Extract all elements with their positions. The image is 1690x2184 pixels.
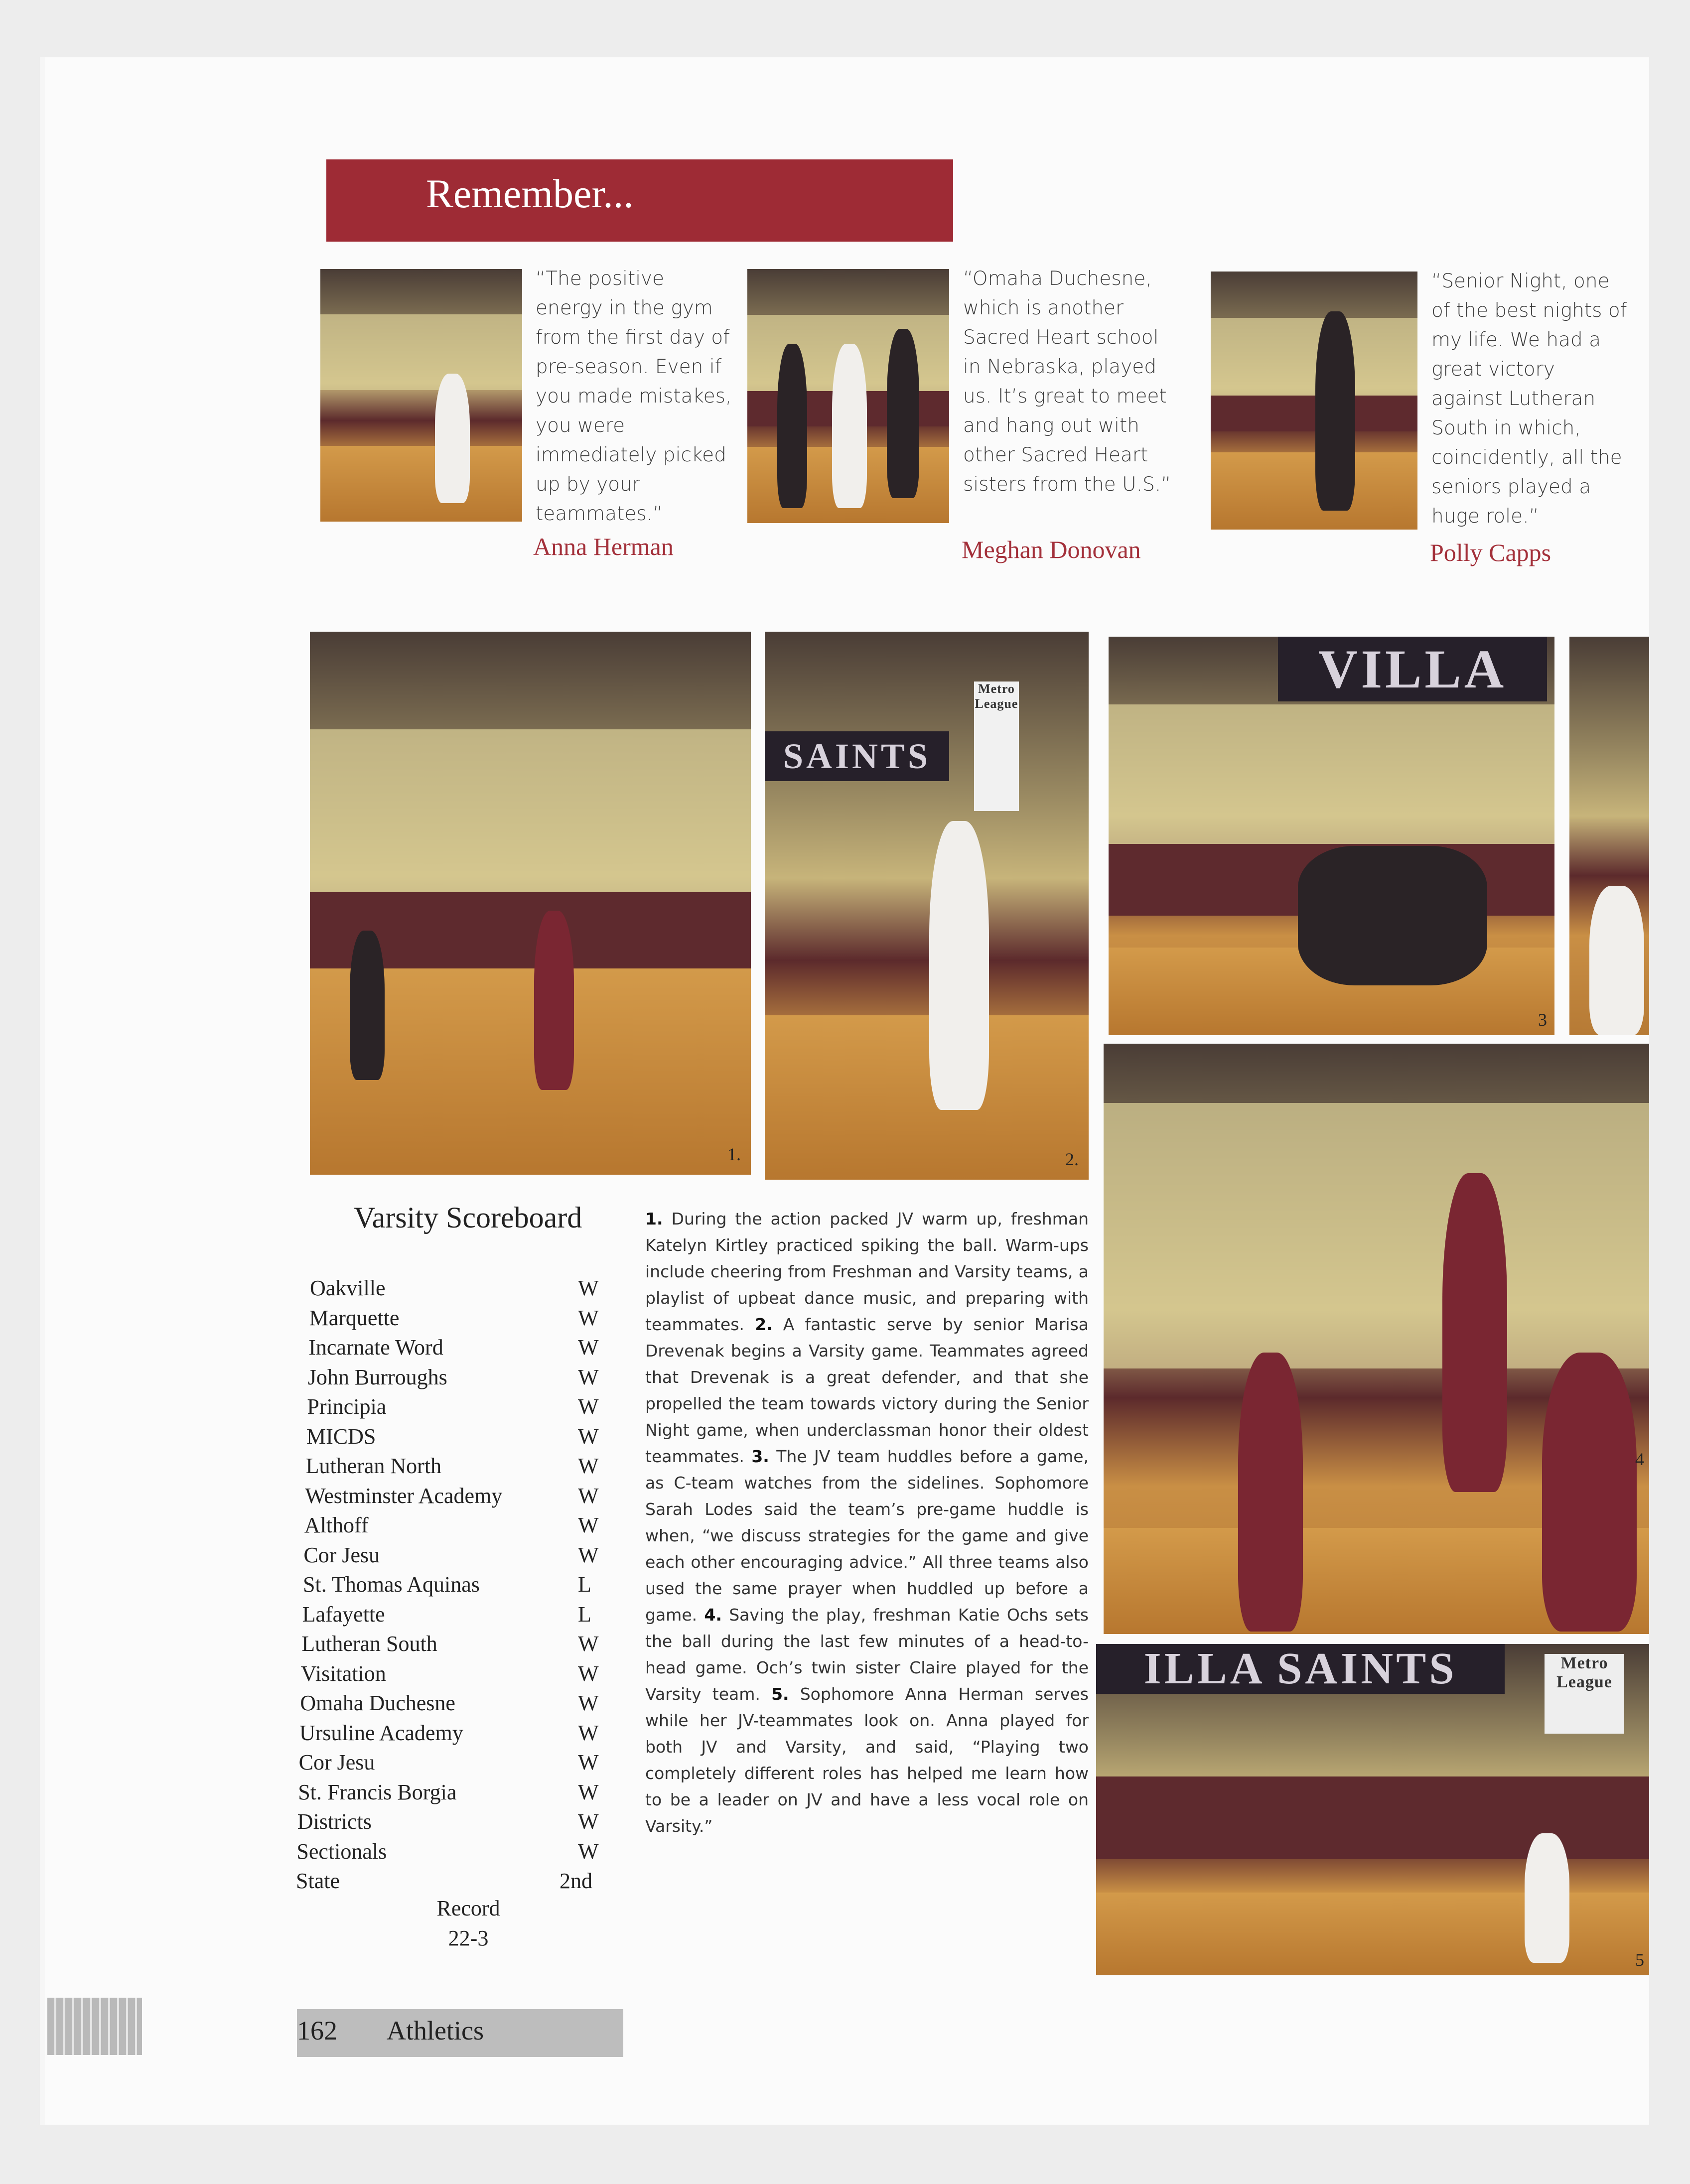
scoreboard-result: W (578, 1276, 599, 1300)
photo-number-5: 5 (1635, 1950, 1644, 1970)
footer-bar (297, 2009, 623, 2057)
caption-text-5: Sophomore Anna Herman serves while her JV-teammates look on. Anna played for both JV and Varsity, and said, “Playing two completely different roles has helped me learn how to be a leader on JV and have a less vocal role on Varsity.” (645, 1684, 1089, 1836)
photo-3-edge (1569, 637, 1649, 1035)
scoreboard-team: Lafayette (302, 1602, 385, 1627)
scoreboard-team: Principia (307, 1394, 387, 1419)
metro-league-sign-2: Metro League (1545, 1654, 1624, 1734)
scoreboard-result: W (578, 1513, 599, 1537)
caption-number-5: 5. (771, 1684, 789, 1704)
photo-number-2: 2. (1065, 1149, 1079, 1169)
quote-text-3: “Senior Night, one of the best nights of my life. We had a great victory against Lutheran South in which, coincidently, all the seniors played a huge role.” (1431, 270, 1627, 528)
scoreboard-title: Varsity Scoreboard (354, 1201, 582, 1234)
photo-2-serve (765, 632, 1089, 1180)
caption-number-3: 3. (751, 1447, 769, 1466)
caption-text-1: During the action packed JV warm up, freshman Katelyn Kirtley practiced spiking the ball. Warm-ups include cheering from Freshman and Varsity teams, a playlist of upbeat dance music, and preparing with teammates. (645, 1209, 1089, 1334)
quote-photo-3 (1211, 272, 1417, 530)
caption-number-1: 1. (645, 1209, 663, 1228)
caption-number-2: 2. (755, 1315, 773, 1334)
quote-photo-1 (320, 269, 522, 522)
scoreboard-team: Lutheran North (305, 1454, 442, 1478)
scoreboard-team: Incarnate Word (308, 1335, 443, 1360)
scoreboard-result: W (578, 1691, 599, 1715)
photo-3-huddle (1109, 637, 1554, 1035)
scoreboard-result: W (578, 1809, 599, 1834)
record-value: 22-3 (448, 1926, 489, 1950)
villa-banner: VILLA (1278, 637, 1547, 701)
scoreboard-result: W (578, 1750, 599, 1774)
caption-text-3: The JV team huddles before a game, as C-team watches from the sidelines. Sophomore Sarah Lodes said the team’s pre-game huddle is when, “we discuss strategies for the game and give each other encouraging advice.” All three teams also used the same prayer when huddled up before a game. (645, 1447, 1089, 1625)
scoreboard-result: 2nd (560, 1869, 592, 1893)
scoreboard-result: W (578, 1632, 599, 1656)
photo-number-4: 4 (1635, 1449, 1644, 1469)
saints-banner: SAINTS (765, 731, 949, 781)
scoreboard-team: Districts (297, 1809, 372, 1834)
section-name: Athletics (387, 2016, 484, 2046)
scoreboard-result: W (578, 1839, 599, 1864)
caption-text-4: Saving the play, freshman Katie Ochs sets the ball during the last few minutes of a head-to-head game. Och’s twin sister Claire played for the Varsity team. (645, 1605, 1089, 1704)
scoreboard-team: Lutheran South (301, 1632, 437, 1656)
scoreboard-team: MICDS (306, 1424, 376, 1449)
scoreboard-team: Omaha Duchesne (300, 1691, 455, 1715)
metro-league-sign: Metro League (974, 682, 1019, 811)
scoreboard-result: L (578, 1602, 591, 1627)
quote-name-2: Meghan Donovan (962, 536, 1141, 563)
scoreboard-team: Oakville (310, 1276, 386, 1300)
scoreboard-team: Westminster Academy (305, 1483, 503, 1508)
caption-text-2: A fantastic serve by senior Marisa Drevenak begins a Varsity game. Teammates agreed that Drevenak is a great defender, and that she propelled the team towards victory during the Senior Night game, when underclassman honor their oldest teammates. (645, 1315, 1089, 1466)
quote-name-1: Anna Herman (533, 533, 674, 560)
scoreboard-result: W (578, 1542, 599, 1567)
photo-captions (645, 1206, 1089, 1839)
scoreboard-result: W (578, 1335, 599, 1360)
scoreboard-result: W (578, 1779, 599, 1804)
scoreboard-team: Ursuline Academy (299, 1720, 463, 1745)
scoreboard-team: St. Francis Borgia (298, 1779, 457, 1804)
scoreboard-result: W (578, 1365, 599, 1389)
quote-photo-2 (747, 269, 949, 523)
scoreboard-result: L (578, 1572, 591, 1597)
scoreboard-result: W (578, 1305, 599, 1330)
quote-text-1: “The positive energy in the gym from the first day of pre-season. Even if you made mistakes, you were immediately picked up by your teammates.” (536, 268, 732, 525)
scoreboard-team: Sectionals (296, 1839, 387, 1864)
scoreboard-team: State (296, 1869, 340, 1893)
scoreboard-team: Cor Jesu (303, 1542, 380, 1567)
photo-1-warmup (310, 632, 751, 1175)
photo-number-1: 1. (727, 1144, 741, 1164)
scoreboard-team: St. Thomas Aquinas (303, 1572, 480, 1597)
scoreboard-result: W (578, 1483, 599, 1508)
page-edge-tab (47, 1998, 142, 2055)
quote-text-2: “Omaha Duchesne, which is another Sacred Heart school in Nebraska, played us. It’s great to meet and hang out with other Sacred Heart sisters from the U.S.” (963, 268, 1171, 496)
villa-saints-banner: ILLA SAINTS (1096, 1644, 1505, 1694)
quote-name-3: Polly Capps (1430, 539, 1551, 566)
scoreboard-team: Marquette (309, 1305, 400, 1330)
scoreboard-result: W (578, 1720, 599, 1745)
scoreboard-team: Visitation (300, 1661, 386, 1686)
scoreboard-result: W (578, 1454, 599, 1478)
scoreboard-result: W (578, 1394, 599, 1419)
banner-title: Remember... (426, 171, 634, 216)
scoreboard-team: Althoff (304, 1513, 369, 1537)
scoreboard-result: W (578, 1424, 599, 1449)
photo-5-jv-serve (1096, 1644, 1649, 1975)
record-label: Record (436, 1896, 500, 1920)
page-number: 162 (297, 2016, 337, 2046)
photo-4-set (1104, 1044, 1649, 1634)
remember-banner (326, 159, 953, 242)
scoreboard-team: John Burroughs (307, 1365, 447, 1389)
scoreboard-team: Cor Jesu (298, 1750, 375, 1774)
caption-number-4: 4. (704, 1605, 722, 1625)
scoreboard-result: W (578, 1661, 599, 1686)
photo-number-3: 3 (1538, 1010, 1547, 1030)
